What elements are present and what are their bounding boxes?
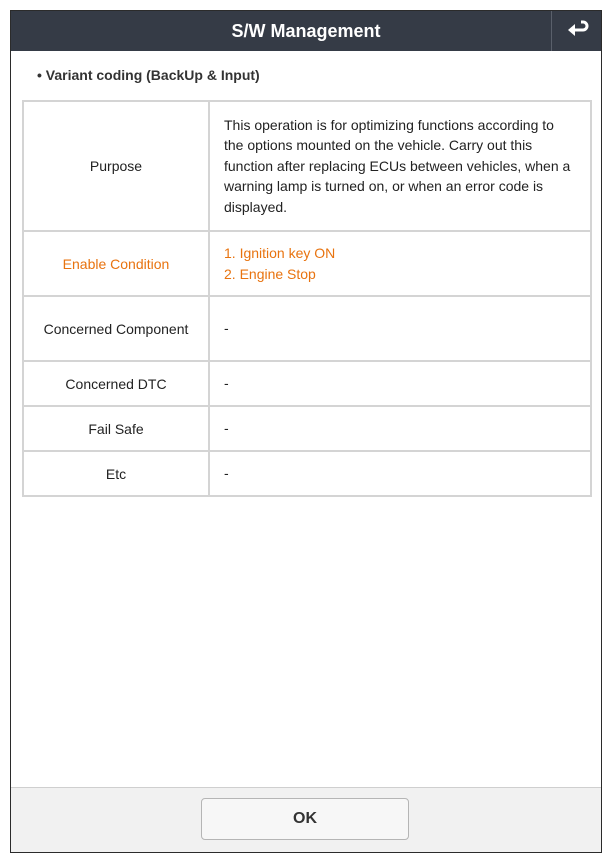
- row-value: -: [209, 361, 591, 406]
- condition-line: 2. Engine Stop: [224, 265, 316, 282]
- table-row: [23, 406, 591, 451]
- table-row: [23, 361, 591, 406]
- row-label: Enable Condition: [23, 231, 209, 296]
- ok-button[interactable]: OK: [201, 798, 409, 840]
- row-value: This operation is for optimizing functions according to the options mounted on the vehicle. Carry out this function after replacing ECUs between vehicles, when a warning lamp is turned on, or when an error code is displayed.: [209, 101, 591, 231]
- table-row: [23, 231, 591, 296]
- section-title: • Variant coding (BackUp & Input): [37, 67, 260, 83]
- row-value: [209, 231, 591, 296]
- table-row: [23, 296, 591, 361]
- row-value: -: [209, 451, 591, 496]
- dialog-footer: [11, 787, 601, 852]
- table-row: [23, 451, 591, 496]
- row-label: Purpose: [23, 101, 209, 231]
- row-label: Concerned Component: [23, 296, 209, 361]
- dialog-window: [10, 10, 602, 853]
- info-table: [22, 100, 592, 497]
- back-button[interactable]: [551, 11, 601, 51]
- row-label: Fail Safe: [23, 406, 209, 451]
- title-bar: [11, 11, 601, 51]
- row-value: -: [209, 296, 591, 361]
- condition-line: 1. Ignition key ON: [224, 245, 336, 261]
- table-row: [23, 101, 591, 231]
- row-label: Etc: [23, 451, 209, 496]
- return-arrow-icon: [565, 19, 589, 44]
- page-title: S/W Management: [231, 21, 381, 41]
- row-value: -: [209, 406, 591, 451]
- row-label: Concerned DTC: [23, 361, 209, 406]
